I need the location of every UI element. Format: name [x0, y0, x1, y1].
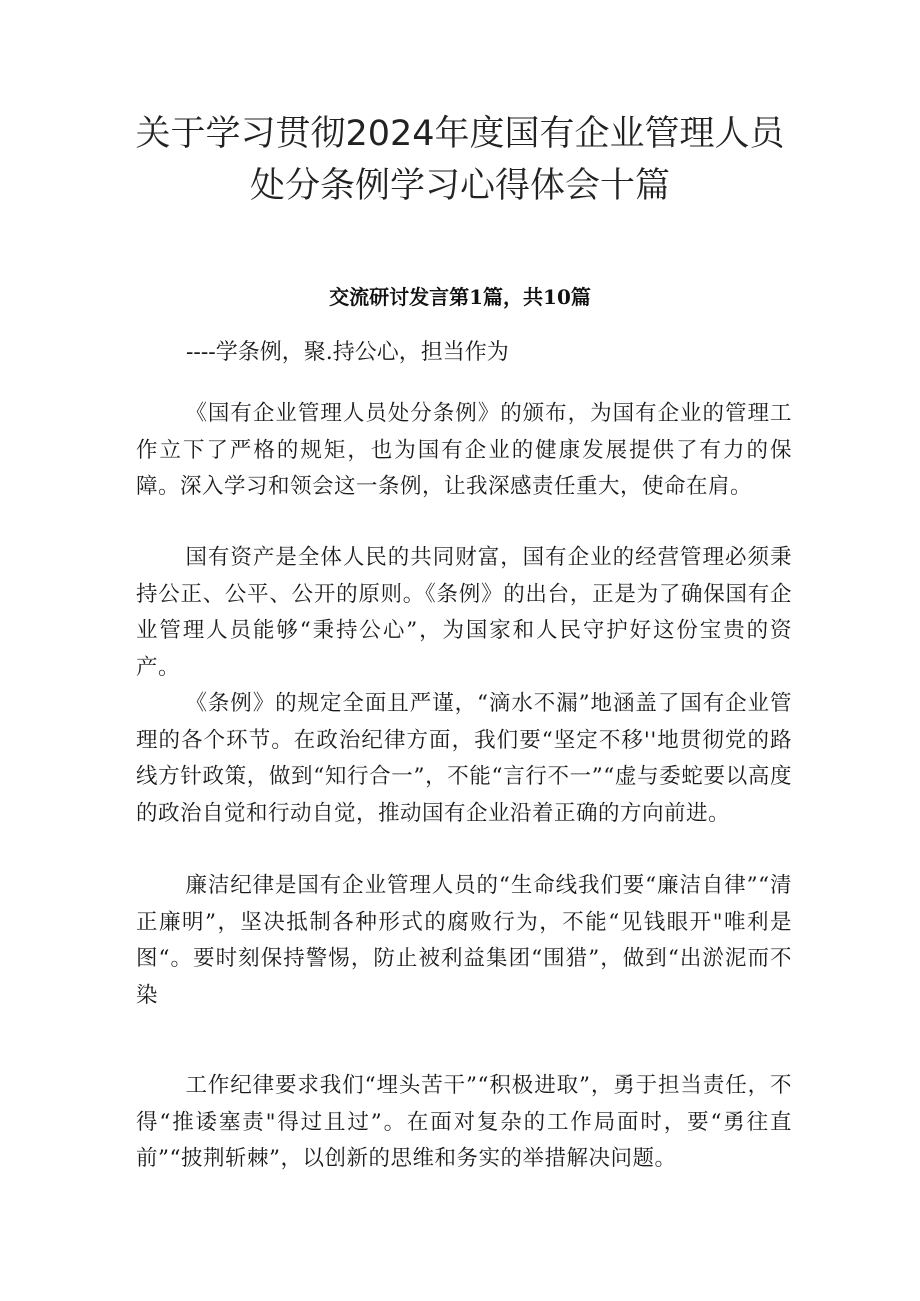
document-subtitle: 交流研讨发言第1篇，共10篇 [329, 285, 591, 309]
title-line-2: 处分条例学习心得体会十篇 [249, 166, 670, 206]
paragraph-4: 廉洁纪律是国有企业管理人员的“生命线我们要“廉洁自律”“清正廉明”，坚决抵制各种形式的腐败行为，不能“见钱眼开"唯利是图“。要时刻保持警惕，防止被利益集团“围猎”，做到“出淤泥而不染 [136, 873, 792, 1008]
paragraph-3: 《条例》的规定全面且严谨，“滴水不漏”地涵盖了国有企业管理的各个环节。在政治纪律方面，我们要“坚定不移''地贯彻党的路线方针政策，做到“知行合一”，不能“言行不一”“虚与委蛇要以高度的政治自觉和行动自觉，推动国有企业沿着正确的方向前进。 [136, 691, 792, 826]
title-line-1: 关于学习贯彻2024年度国有企业管理人员 [135, 114, 785, 154]
section-heading: ----学条例，聚.持公心，担当作为 [186, 340, 509, 365]
paragraph-5: 工作纪律要求我们“埋头苦干”“积极进取”，勇于担当责任，不得“推诿塞责"得过且过”。在面对复杂的工作局面时，要“勇往直前”“披荆斩棘”，以创新的思维和务实的举措解决问题。 [136, 1073, 792, 1171]
paragraph-1: 《国有企业管理人员处分条例》的颁布，为国有企业的管理工作立下了严格的规矩，也为国有企业的健康发展提供了有力的保障。深入学习和领会这一条例，让我深感责任重大，使命在肩。 [136, 401, 792, 499]
paragraph-2: 国有资产是全体人民的共同财富，国有企业的经营管理必须秉持公正、公平、公开的原则。《条例》的出台，正是为了确保国有企业管理人员能够“秉持公心”，为国家和人民守护好这份宝贵的资产。 [136, 545, 792, 680]
document-title [60, 108, 860, 212]
